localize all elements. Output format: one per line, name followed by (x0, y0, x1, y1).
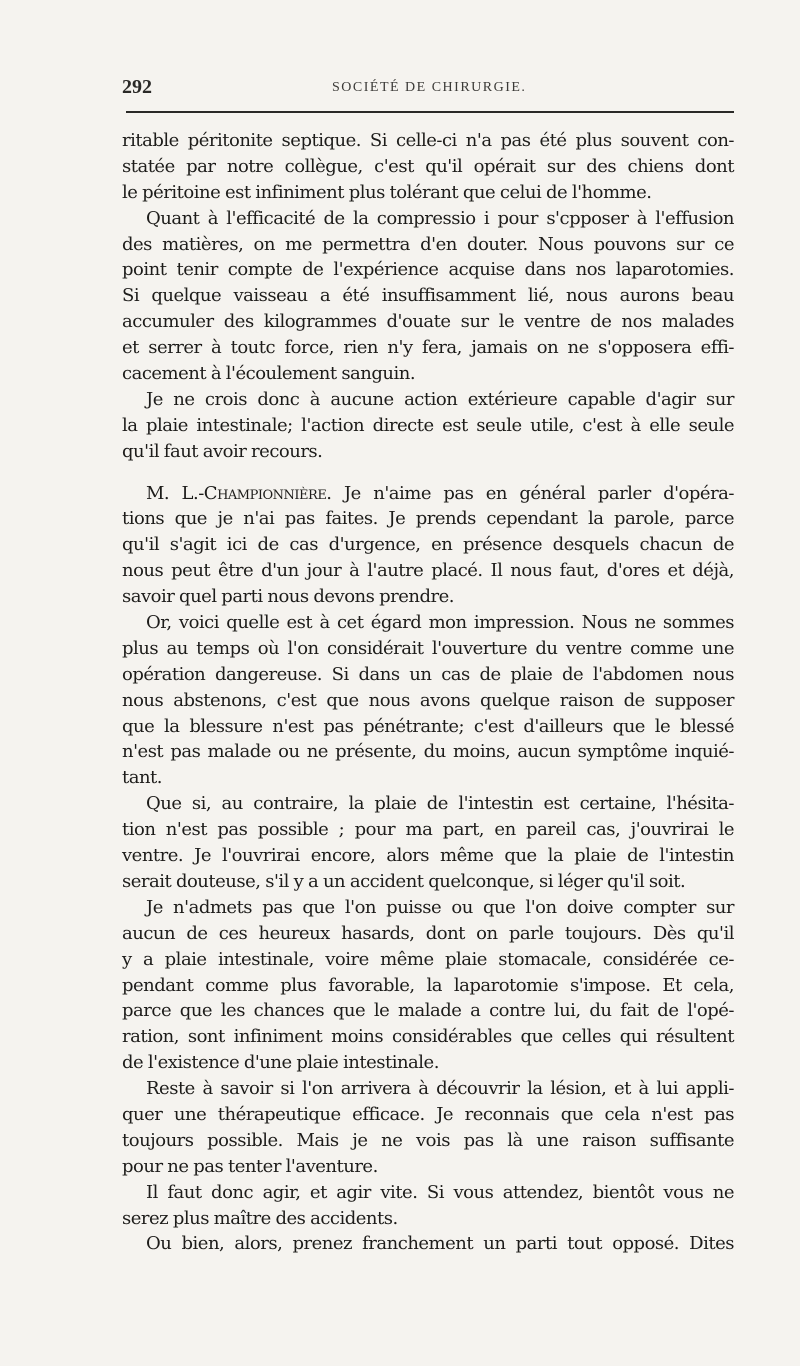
page-number: 292 (122, 76, 152, 98)
text-line: point tenir compte de l'expérience acquise dans nos laparotomies. (122, 259, 734, 281)
text-line: n'est pas malade ou ne présente, du moins, aucun symptôme inquié- (122, 741, 734, 763)
text-line: pour ne pas tenter l'aventure. (122, 1155, 378, 1177)
text-line: Quant à l'efficacité de la compressio i pour s'cpposer à l'effusion (146, 207, 734, 229)
text-line: ventre. Je l'ouvrirai encore, alors même que la plaie de l'intestin (122, 845, 734, 867)
text-line: et serrer à toutc force, rien n'y fera, jamais on ne s'opposera effi- (122, 337, 734, 359)
text-line: cacement à l'écoulement sanguin. (122, 363, 416, 385)
text-line: serait douteuse, s'il y a un accident quelconque, si léger qu'il soit. (122, 870, 686, 892)
text-line: ritable péritonite septique. Si celle-ci n'a pas été plus souvent con- (122, 130, 734, 151)
text-line: que la blessure n'est pas pénétrante; c'est d'ailleurs que le blessé (122, 715, 734, 737)
text-line: accumuler des kilogrammes d'ouate sur le ventre de nos malades (122, 311, 734, 333)
text-line: tant. (122, 767, 163, 789)
text-line: statée par notre collègue, c'est qu'il opérait sur des chiens dont (122, 155, 734, 177)
text-line: de l'existence d'une plaie intestinale. (122, 1052, 439, 1074)
text-line: tions que je n'ai pas faites. Je prends cependant la parole, parce (122, 508, 734, 530)
text-line: pendant comme plus favorable, la laparotomie s'impose. Et cela, (122, 974, 734, 996)
text-line: parce que les chances que le malade a contre lui, du fait de l'opé- (122, 1000, 734, 1022)
text-line: opération dangereuse. Si dans un cas de plaie de l'abdomen nous (122, 663, 734, 685)
text-line: Reste à savoir si l'on arrivera à découvrir la lésion, et à lui appli- (146, 1078, 734, 1100)
speaker-name: M. L.-Championnière. (146, 482, 332, 504)
text-line: quer une thérapeutique efficace. Je reconnais que cela n'est pas (122, 1103, 734, 1125)
text-line: nous abstenons, c'est que nous avons quelque raison de supposer (122, 689, 734, 711)
header-rule (126, 111, 734, 113)
text-line: nous peut être d'un jour à l'autre placé. Il nous faut, d'ores et déjà, (122, 560, 734, 582)
text-line: Si quelque vaisseau a été insuffisamment lié, nous aurons beau (122, 285, 734, 307)
text-line: Que si, au contraire, la plaie de l'intestin est certaine, l'hésita- (146, 793, 734, 815)
text-line: tion n'est pas possible ; pour ma part, en pareil cas, j'ouvrirai le (122, 819, 734, 841)
text-line: le péritoine est infiniment plus tolérant que celui de l'homme. (122, 181, 652, 203)
text-line: Ou bien, alors, prenez franchement un parti tout opposé. Dites (146, 1233, 734, 1255)
body-text (122, 128, 734, 1257)
text-line: savoir quel parti nous devons prendre. (122, 586, 454, 608)
running-title: SOCIÉTÉ DE CHIRURGIE. (332, 80, 527, 95)
paragraph-gap (122, 465, 734, 481)
text-line: ration, sont infiniment moins considérables que celles qui résultent (122, 1026, 734, 1048)
text-line: la plaie intestinale; l'action directe est seule utile, c'est à elle seule (122, 414, 734, 436)
text-line: aucun de ces heureux hasards, dont on parle toujours. Dès qu'il (122, 922, 734, 944)
text-line: qu'il faut avoir recours. (122, 440, 323, 462)
text-line: Je n'aime pas en général parler d'opéra- (343, 482, 734, 504)
text-line: Il faut donc agir, et agir vite. Si vous attendez, bientôt vous ne (146, 1181, 734, 1203)
text-line: qu'il s'agit ici de cas d'urgence, en présence desquels chacun de (122, 534, 734, 556)
text-line: serez plus maître des accidents. (122, 1207, 398, 1229)
text-line: Or, voici quelle est à cet égard mon impression. Nous ne sommes (146, 612, 734, 634)
speaker-line (122, 481, 734, 507)
text-line: Je n'admets pas que l'on puisse ou que l'on doive compter sur (146, 896, 734, 918)
text-line: toujours possible. Mais je ne vois pas là une raison suffisante (122, 1129, 734, 1151)
running-head (112, 76, 734, 100)
text-line: plus au temps où l'on considérait l'ouverture du ventre comme une (122, 637, 734, 659)
text-line: Je ne crois donc à aucune action extérieure capable d'agir sur (146, 388, 734, 410)
text-line: des matières, on me permettra d'en douter. Nous pouvons sur ce (122, 233, 734, 255)
text-line: y a plaie intestinale, voire même plaie stomacale, considérée ce- (122, 948, 734, 970)
